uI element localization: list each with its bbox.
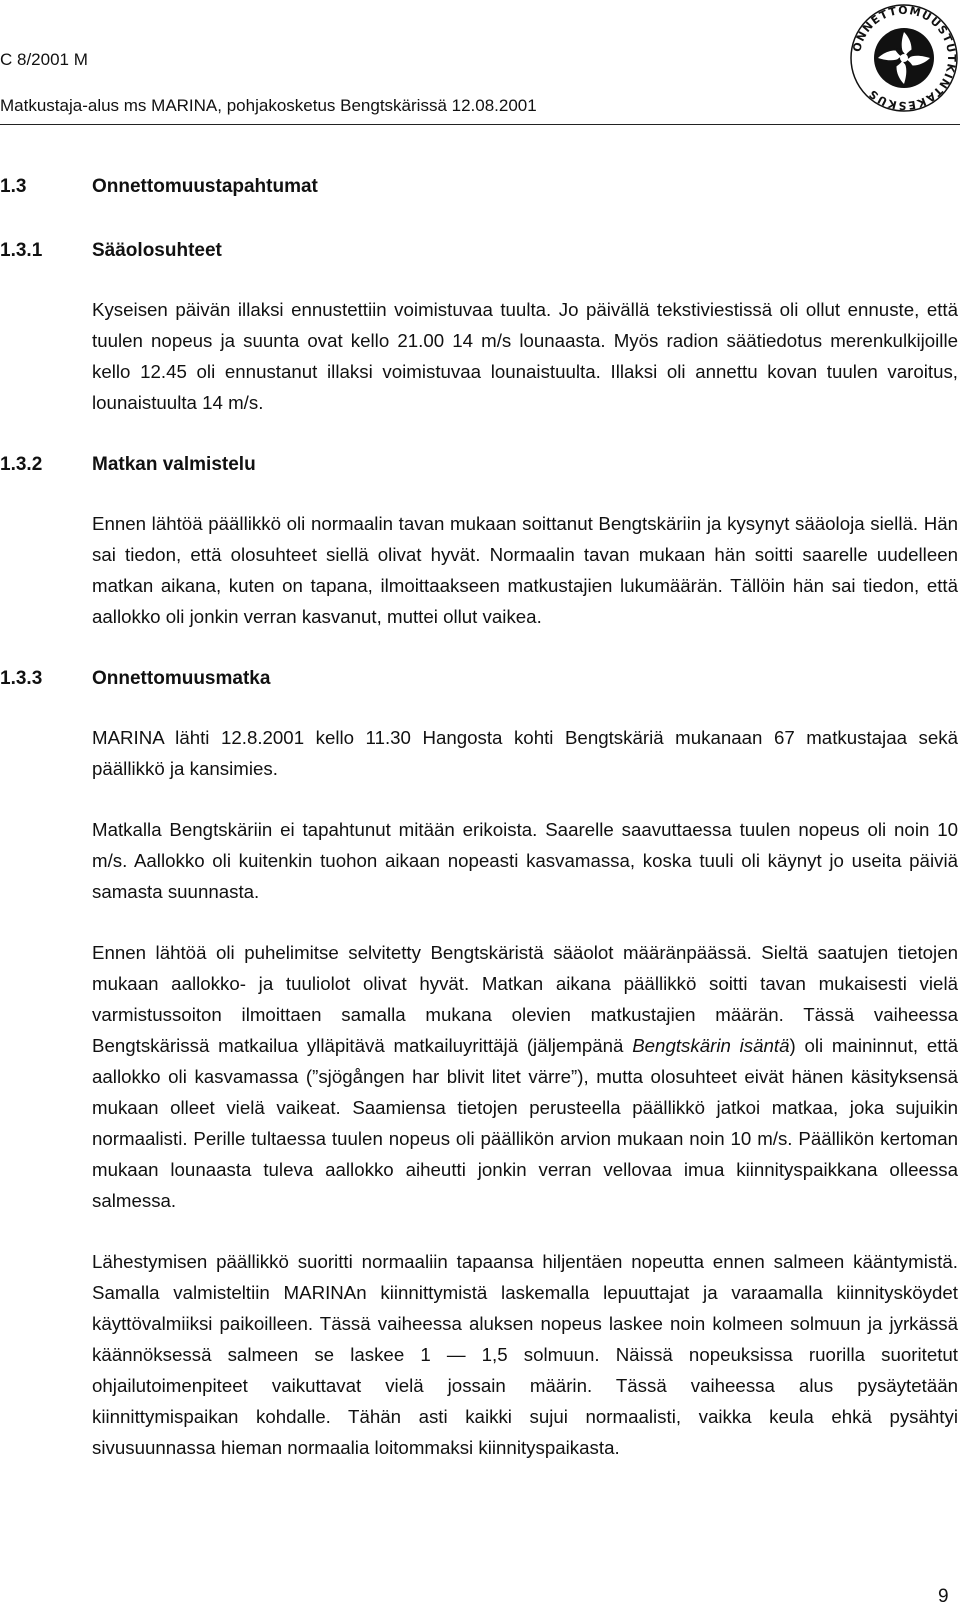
paragraph-arrival: Matkalla Bengtskäriin ei tapahtunut mitään erikoista. Saarelle saavuttaessa tuulen nopeus oli noin 10 m/s. Aallokko oli kuitenkin tuohon aikaan nopeasti kasvamassa, koska tuuli oli käynyt jo useita päiviä samasta suunnasta. <box>92 819 958 902</box>
paragraph-approach: Lähestymisen päällikkö suoritti normaaliin tapaansa hiljentäen nopeutta ennen salmeen kääntymistä. Samalla valmisteltiin MARINAn kiinnittymistä laskemalla lepuuttajat ja varaamalla kiinnitysköydet käyttövalmiiksi paikoilleen. Tässä vaiheessa aluksen nopeus laskee noin kolmeen solmuun ja jyrkässä käännöksessä salmeen se laskee 1 — 1,5 solmuun. Näissä nopeuksissa ruorilla suoritetut ohjailutoimenpiteet vaikuttavat vielä jossain määrin. Tässä vaiheessa alus pysäytetään kiinnittymispaikan kohdalle. Tähän asti kaikki sujui normaalisti, vaikka keula ehkä pysähtyi sivusuunnassa hieman normaalia loitommaksi kiinnityspaikasta. <box>92 1251 958 1458</box>
section-heading <box>0 448 958 482</box>
svg-text:ONNETTOMUUSTUTKINTAKESKUS: ONNETTOMUUSTUTKINTAKESKUS <box>850 3 959 113</box>
emphasized-term: Bengtskärin isäntä <box>632 1035 790 1056</box>
paragraph-conditions <box>92 937 958 1216</box>
section-title: Onnettomuustapahtumat <box>92 176 318 197</box>
section-number: 1.3.2 <box>0 454 43 475</box>
section-title: Sääolosuhteet <box>92 240 222 261</box>
accident-investigation-board-logo <box>848 2 960 114</box>
paragraph-text: Ennen lähtöä oli puhelimitse selvitetty Bengtskäristä sääolot määränpäässä. Sieltä saatujen tietojen mukaan aallokko- ja tuuliolot olivat hyvät. Matkan aikana päällikkö soitti tavan mukaisesti vielä varmistussoiton ilmoittaen samalla mukana olevien matkustajien määrän. Tässä vaiheessa Bengtskärissä matkailua ylläpitävä matkailuyrittäjä (jäljempänä <box>92 942 958 1056</box>
document-title: Matkustaja-alus ms MARINA, pohjakosketus Bengtskärissä 12.08.2001 <box>0 96 537 115</box>
section-heading <box>0 662 958 696</box>
paragraph-text: ) oli maininnut, että aallokko oli kasvamassa (”sjögången har blivit litet värre”), mutta olosuhteet eivät hänen käsityksensä mukaan olleet vielä vaikeat. Saamiensa tietojen perusteella päällikkö jatkoi matkaa, joka sujuikin normaalisti. Perille tultaessa tuulen nopeus oli päällikön arvion mukaan noin 10 m/s. Päällikön kertoman mukaan lounaasta tuleva aallokko aiheutti jonkin verran vellovaa imua kiinnityspaikkana olleessa salmessa. <box>92 1035 959 1211</box>
section-number: 1.3 <box>0 176 27 197</box>
header-rule <box>0 124 960 125</box>
section-title: Onnettomuusmatka <box>92 668 271 689</box>
paragraph-departure: MARINA lähti 12.8.2001 kello 11.30 Hangosta kohti Bengtskäriä mukanaan 67 matkustajaa sekä päällikkö ja kansimies. <box>92 727 958 779</box>
document-id: C 8/2001 M <box>0 50 88 69</box>
page-number: 9 <box>938 1586 949 1607</box>
section-number: 1.3.3 <box>0 668 43 689</box>
page-header <box>0 0 960 125</box>
section-title: Matkan valmistelu <box>92 454 256 475</box>
section-heading <box>0 234 958 268</box>
section-number: 1.3.1 <box>0 240 43 261</box>
paragraph-preparation: Ennen lähtöä päällikkö oli normaalin tavan mukaan soittanut Bengtskäriin ja kysynyt sääoloja siellä. Hän sai tiedon, että olosuhteet siellä olivat hyvät. Normaalin tavan mukaan hän soitti saarelle uudelleen matkan aikana, kuten on tapana, ilmoittaakseen matkustajien lukumäärän. Tällöin hän sai tiedon, että aallokko oli jonkin verran kasvanut, muttei ollut vaikea. <box>92 513 958 627</box>
document-body <box>0 170 958 1493</box>
section-heading <box>0 170 958 204</box>
paragraph-weather: Kyseisen päivän illaksi ennustettiin voimistuvaa tuulta. Jo päivällä tekstiviestissä oli ollut ennuste, että tuulen nopeus ja suunta ovat kello 21.00 14 m/s lounaasta. Myös radion säätiedotus merenkulkijoille kello 12.45 oli ennustanut illaksi voimistuvaa lounaistuulta. Illaksi oli annettu kovan tuulen varoitus, lounaistuulta 14 m/s. <box>92 299 958 413</box>
